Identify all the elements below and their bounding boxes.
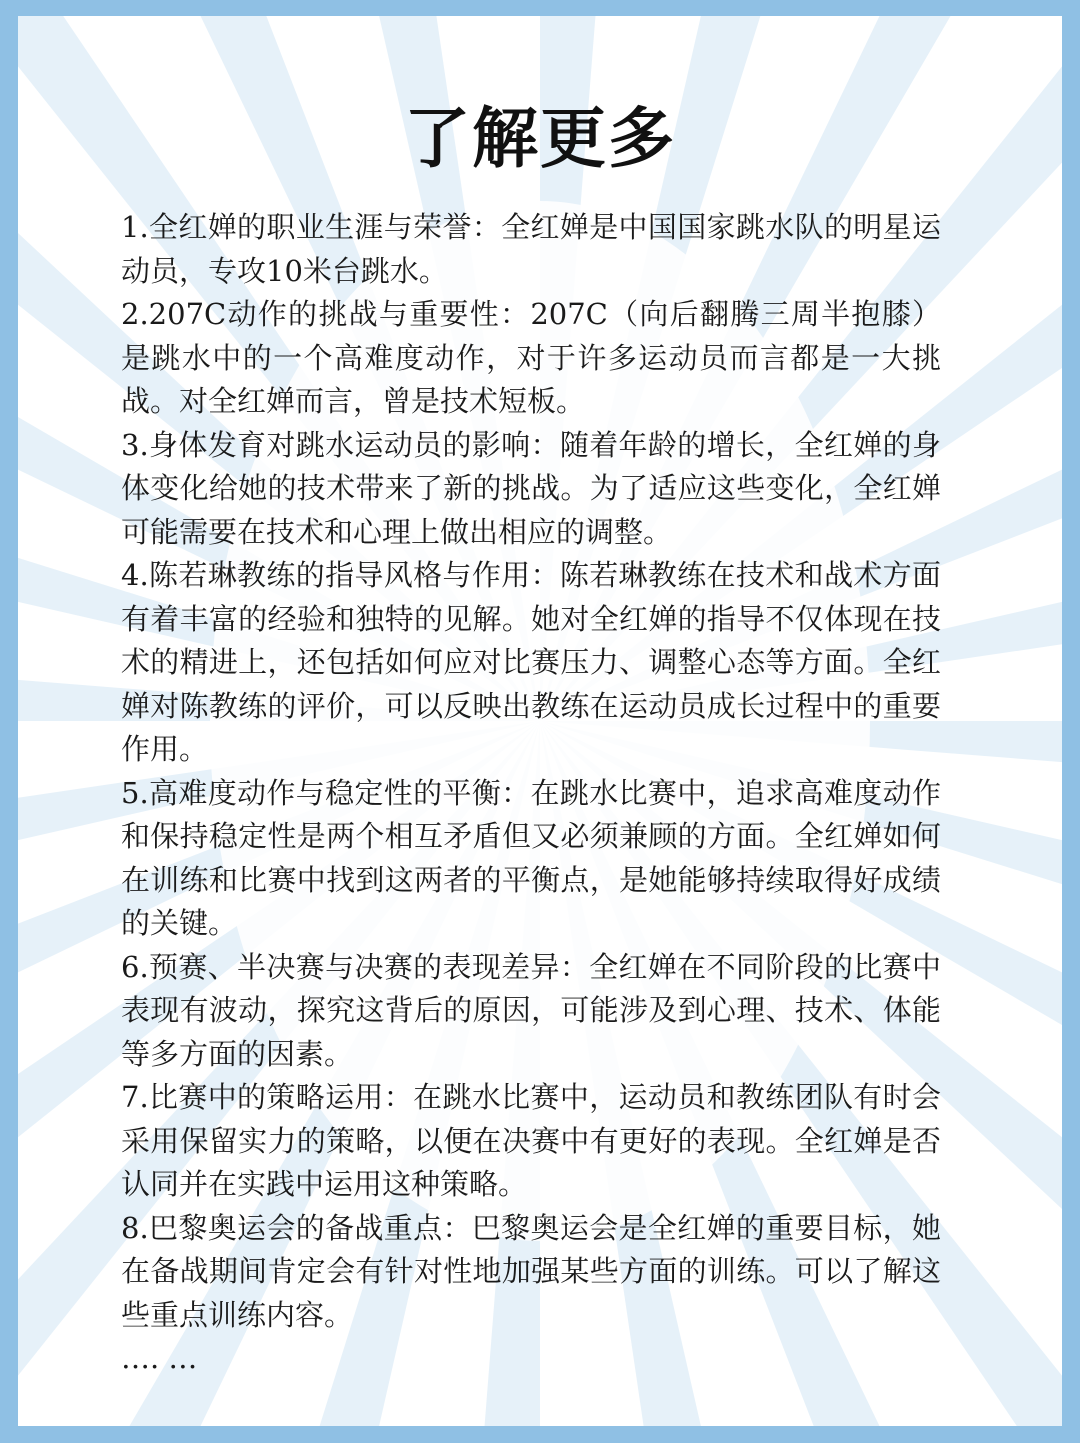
list-item-5: 5.高难度动作与稳定性的平衡：在跳水比赛中，追求高难度动作和保持稳定性是两个相互矛盾但又必须兼顾的方面。全红婵如何在训练和比赛中找到这两者的平衡点，是她能够持续取得好成绩的关键。 <box>121 775 941 940</box>
list-item-8: 8.巴黎奥运会的备战重点：巴黎奥运会是全红婵的重要目标，她在备战期间肯定会有针对性地加强某些方面的训练。可以了解这些重点训练内容。 <box>121 1210 941 1332</box>
ellipsis-text: …. … <box>121 1341 198 1375</box>
list-item-2: 2.207C动作的挑战与重要性：207C（向后翻腾三周半抱膝）是跳水中的一个高难度动作，对于许多运动员而言都是一大挑战。对全红婵而言，曾是技术短板。 <box>121 297 941 418</box>
list-item-1: 1.全红婵的职业生涯与荣誉：全红婵是中国国家跳水队的明星运动员，专攻10米台跳水。 <box>121 210 941 288</box>
article-body <box>121 206 941 1381</box>
content-card <box>18 16 1062 1426</box>
page-title: 了解更多 <box>404 100 676 177</box>
list-item-4: 4.陈若琳教练的指导风格与作用：陈若琳教练在技术和战术方面有着丰富的经验和独特的见解。她对全红婵的指导不仅体现在技术的精进上，还包括如何应对比赛压力、调整心态等方面。全红婵对陈教练的评价，可以反映出教练在运动员成长过程中的重要作用。 <box>121 558 941 766</box>
list-item-3: 3.身体发育对跳水运动员的影响：随着年龄的增长，全红婵的身体变化给她的技术带来了新的挑战。为了适应这些变化，全红婵可能需要在技术和心理上做出相应的调整。 <box>121 427 941 549</box>
list-item-7: 7.比赛中的策略运用：在跳水比赛中，运动员和教练团队有时会采用保留实力的策略，以便在决赛中有更好的表现。全红婵是否认同并在实践中运用这种策略。 <box>121 1080 941 1201</box>
list-item-6: 6.预赛、半决赛与决赛的表现差异：全红婵在不同阶段的比赛中表现有波动，探究这背后的原因，可能涉及到心理、技术、体能等多方面的因素。 <box>121 949 941 1071</box>
